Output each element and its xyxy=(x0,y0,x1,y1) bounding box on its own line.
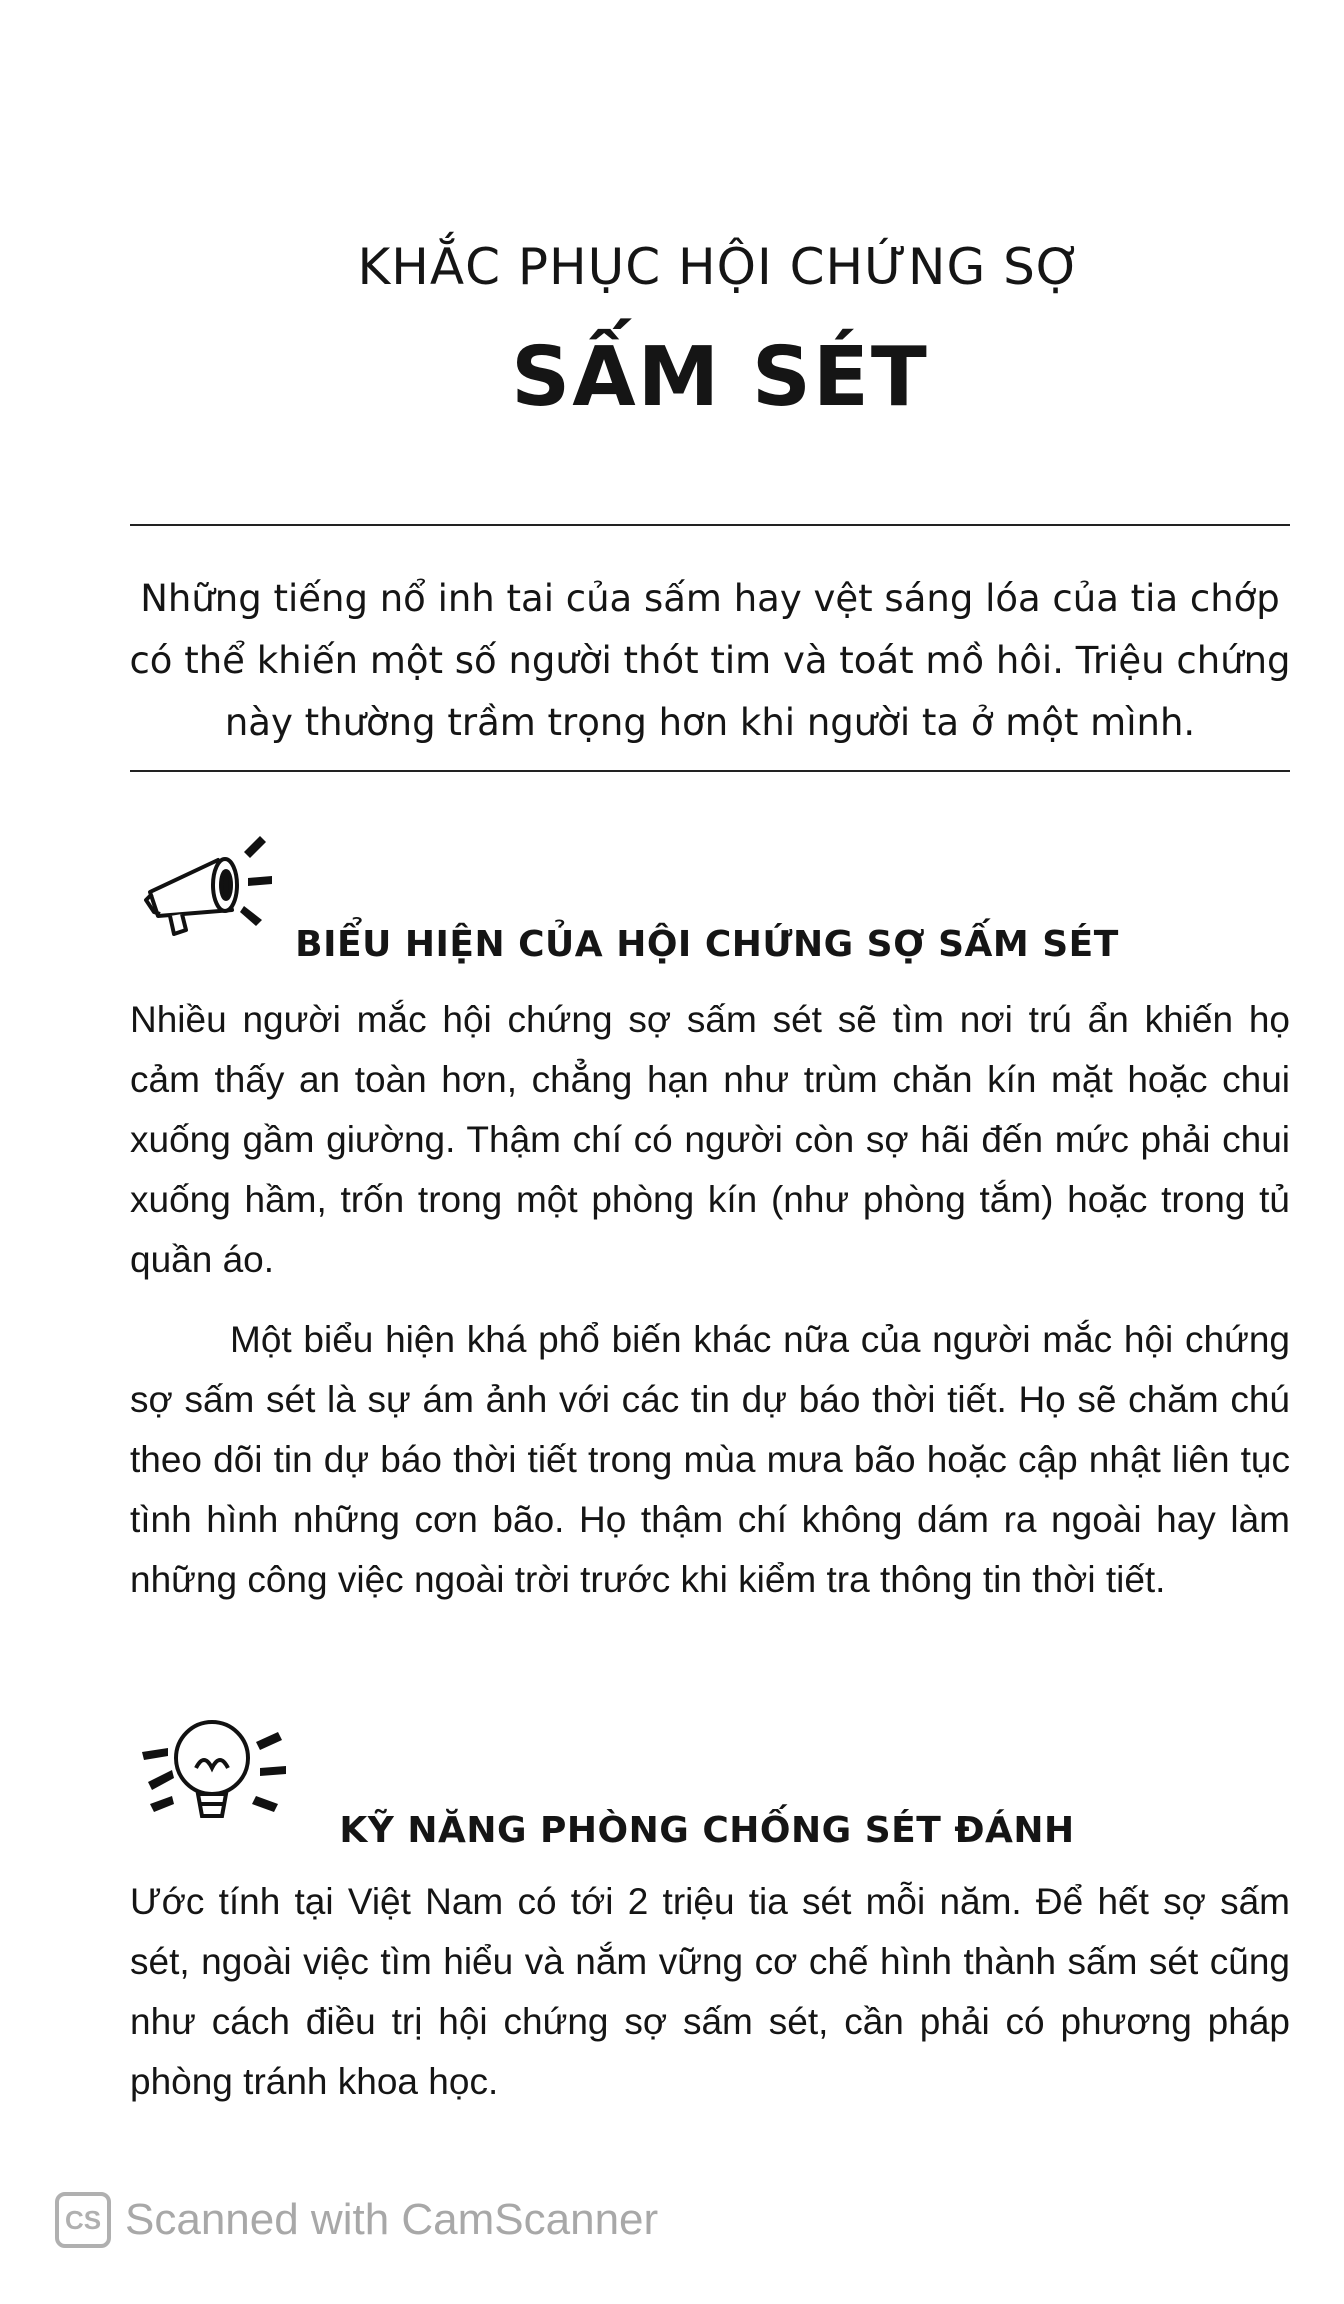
symptoms-paragraph-2: Một biểu hiện khá phổ biến khác nữa của người mắc hội chứng sợ sấm sét là sự ám ảnh với các tin dự báo thời tiết. Họ sẽ chăm chú theo dõi tin dự báo thời tiết trong mùa mưa bão hoặc cập nhật liên tục tình hình những cơn bão. Họ thậm chí không dám ra ngoài hay làm những công việc ngoài trời trước khi kiểm tra thông tin thời tiết. xyxy=(130,1319,1290,1600)
bottom-divider xyxy=(130,770,1290,772)
page-title: SẤM SÉT xyxy=(511,330,929,425)
section-heading-prevention: KỸ NĂNG PHÒNG CHỐNG SÉT ĐÁNH xyxy=(339,1810,1075,1851)
page-subtitle: KHẮC PHỤC HỘI CHỨNG SỢ xyxy=(357,238,1083,296)
intro-paragraph: Những tiếng nổ inh tai của sấm hay vệt sáng lóa của tia chớp có thể khiến một số người thót tim và toát mồ hôi. Triệu chứng này thường trầm trọng hơn khi người ta ở một mình. xyxy=(129,577,1291,744)
prevention-paragraph-1: Ước tính tại Việt Nam có tới 2 triệu tia sét mỗi năm. Để hết sợ sấm sét, ngoài việc tìm hiểu và nắm vững cơ chế hình thành sấm sét cũng như cách điều trị hội chứng sợ sấm sét, cần phải có phương pháp phòng tránh khoa học. xyxy=(130,1881,1290,2102)
camscanner-logo: CS xyxy=(55,2192,111,2248)
symptoms-paragraph-1: Nhiều người mắc hội chứng sợ sấm sét sẽ tìm nơi trú ẩn khiến họ cảm thấy an toàn hơn, chẳng hạn như trùm chăn kín mặt hoặc chui xuống gầm giường. Thậm chí có người còn sợ hãi đến mức phải chui xuống hầm, trốn trong một phòng kín (như phòng tắm) hoặc trong tủ quần áo. xyxy=(130,999,1290,1280)
section-heading-symptoms: BIỂU HIỆN CỦA HỘI CHỨNG SỢ SẤM SÉT xyxy=(295,924,1119,965)
camscanner-watermark xyxy=(55,2190,658,2250)
top-divider xyxy=(130,524,1290,526)
watermark-text: Scanned with CamScanner xyxy=(125,2195,659,2244)
